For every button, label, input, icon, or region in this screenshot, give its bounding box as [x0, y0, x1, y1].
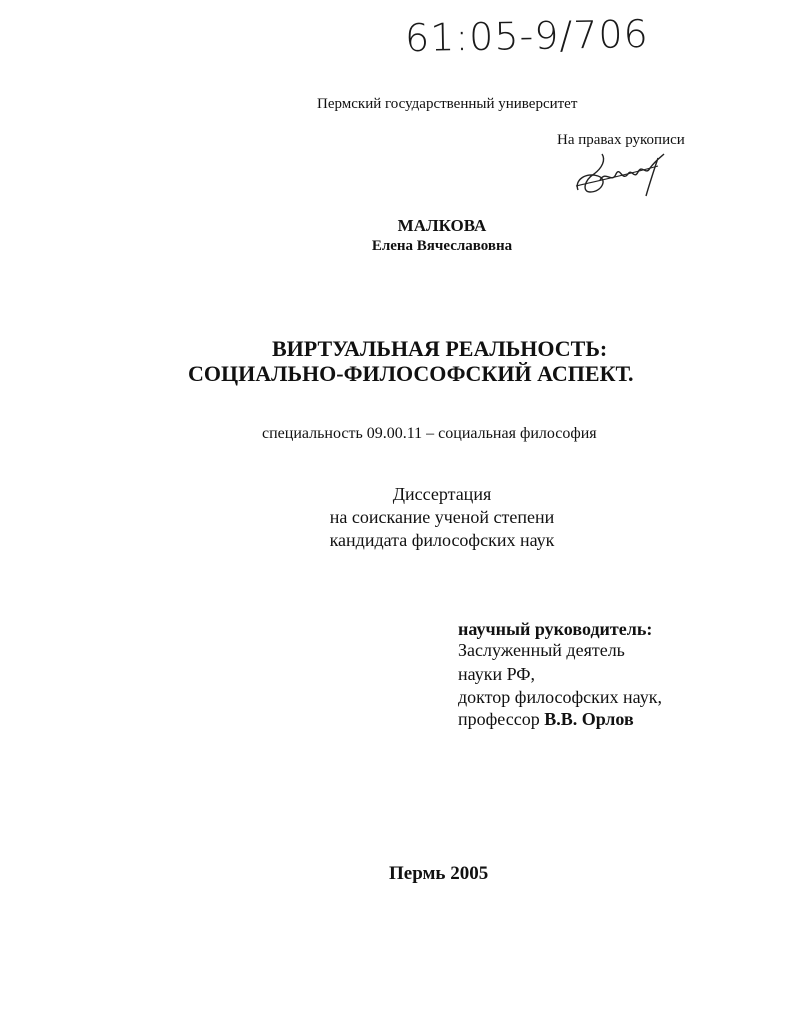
specialty-line: специальность 09.00.11 – социальная философия — [262, 425, 597, 442]
advisor-line-4 — [458, 709, 634, 730]
degree-line-1: на соискание ученой степени — [329, 507, 555, 527]
advisor-title-prefix: профессор — [458, 709, 540, 729]
city-year: Пермь 2005 — [389, 863, 489, 884]
advisor-line-2: науки РФ, — [458, 664, 536, 684]
advisor-heading: научный руководитель: — [458, 619, 653, 639]
author-surname: МАЛКОВА — [397, 216, 487, 235]
advisor-name: В.В. Орлов — [544, 709, 634, 729]
author-given-names: Елена Вячеславовна — [371, 238, 513, 254]
archive-code: 61:05-9/706 — [404, 11, 650, 61]
thesis-title-line-1: ВИРТУАЛЬНАЯ РЕАЛЬНОСТЬ: — [272, 336, 608, 361]
manuscript-rights-label: На правах рукописи — [557, 132, 685, 148]
author-signature — [572, 150, 668, 198]
dissertation-label: Диссертация — [392, 484, 492, 504]
advisor-line-1: Заслуженный деятель — [458, 640, 625, 660]
thesis-title-line-2: СОЦИАЛЬНО-ФИЛОСОФСКИЙ АСПЕКТ. — [188, 361, 634, 386]
university-name: Пермский государственный университет — [317, 96, 578, 112]
degree-line-2: кандидата философских наук — [329, 530, 555, 550]
advisor-line-3: доктор философских наук, — [458, 687, 662, 707]
